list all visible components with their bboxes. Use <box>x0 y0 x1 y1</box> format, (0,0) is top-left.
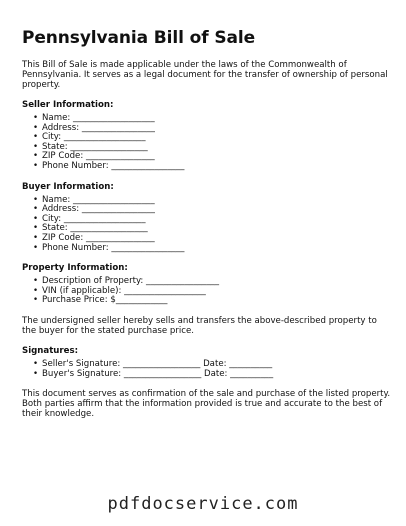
property-price-field: • Purchase Price: $____________ <box>42 296 392 306</box>
seller-address-field: • Address: _________________ <box>42 124 392 134</box>
property-vin-field: • VIN (if applicable): ___________________ <box>42 287 392 297</box>
buyer-name-field: • Name: ___________________ <box>42 196 392 206</box>
seller-heading: Seller Information: <box>22 100 114 110</box>
seller-zip-field: • ZIP Code: ________________ <box>42 152 392 162</box>
seller-list <box>22 114 392 172</box>
buyer-zip-field: • ZIP Code: ________________ <box>42 234 392 244</box>
signatures-heading: Signatures: <box>22 345 79 356</box>
property-heading: Property Information: <box>22 263 128 274</box>
seller-city-field: • City: ___________________ <box>42 133 392 143</box>
buyer-state-field: • State: __________________ <box>42 224 392 234</box>
intro-paragraph: This Bill of Sale is made applicable under the laws of the Commonwealth of Pennsylvania. It serves as a legal document for the transfer of ownership of personal property. <box>22 60 388 90</box>
property-list <box>22 277 392 306</box>
closing-paragraph: This document serves as confirmation of the sale and purchase of the listed property. Both parties affirm that the information provided is true and accurate to the best of their knowledge. <box>22 389 391 420</box>
seller-phone-field: • Phone Number: _________________ <box>42 162 392 172</box>
property-description-field: • Description of Property: _________________ <box>42 277 392 287</box>
seller-signature-line: • Seller's Signature: __________________ Date: __________ <box>42 360 392 370</box>
buyer-signature-line: • Buyer's Signature: __________________ Date: __________ <box>42 370 392 380</box>
buyer-phone-field: • Phone Number: _________________ <box>42 244 392 254</box>
transfer-statement: The undersigned seller hereby sells and transfers the above-described property to the buyer for the stated purchase price. <box>22 315 377 336</box>
document-page <box>22 28 392 429</box>
seller-name-field: • Name: ___________________ <box>42 114 392 124</box>
footer-brand: pdfdocservice.com <box>107 494 299 514</box>
seller-state-field: • State: __________________ <box>42 143 392 153</box>
buyer-address-field: • Address: _________________ <box>42 205 392 215</box>
buyer-city-field: • City: ___________________ <box>42 215 392 225</box>
buyer-heading: Buyer Information: <box>22 181 114 192</box>
document-title: Pennsylvania Bill of Sale <box>22 28 256 48</box>
buyer-list <box>22 196 392 254</box>
signatures-list <box>22 360 392 379</box>
